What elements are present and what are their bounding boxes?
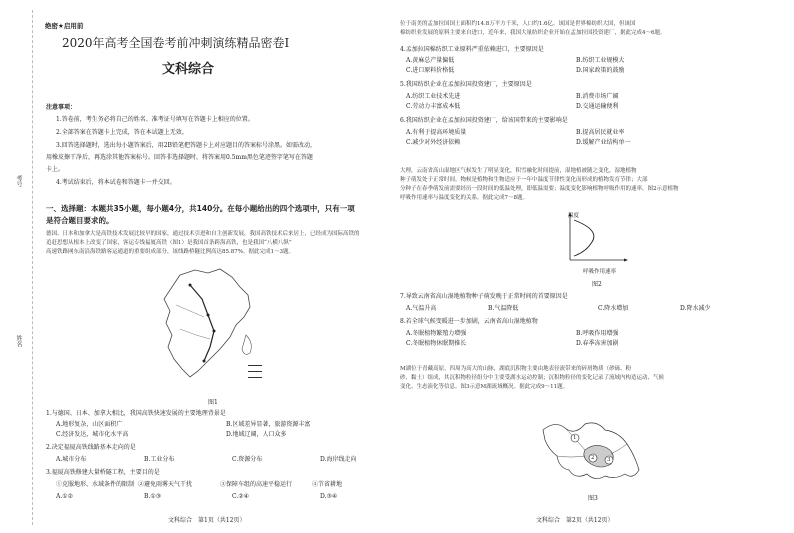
option: A.①② — [56, 493, 73, 500]
option: A.城市分布 — [56, 456, 87, 463]
option: D.春季冻害加剧 — [576, 339, 619, 347]
option: B.消费市场广阔 — [576, 93, 619, 100]
question-6: 6.我国纺织企业在孟加拉国投资建厂，给该国带来的主要影响是 — [400, 117, 568, 124]
figure-3-marker: 1 — [573, 435, 577, 441]
statement: ④节省耕地 — [312, 481, 343, 488]
question-3-options — [56, 492, 408, 502]
section-heading: 一、选择题：本题共35小题，每小题4分，共140分。在每小题给出的四个选项中，只有一项 — [46, 204, 355, 213]
question-7-options — [406, 304, 762, 314]
exam-number-label: 考号 — [15, 175, 22, 187]
name-label: 姓名 — [15, 335, 22, 347]
option: C.冬眠植物休眠期推长 — [406, 339, 467, 347]
option: A.地形复杂，山区面积广 — [56, 421, 123, 428]
option: C.进口原料价格低 — [406, 66, 455, 74]
option: D.国家政策的鼓励 — [576, 66, 625, 74]
statement: ③保障车组的高速平稳运行 — [220, 481, 293, 488]
secret-label: 绝密★启用前 — [45, 22, 84, 30]
option: C.减少对外经济依赖 — [406, 138, 461, 146]
subject-title: 文科综合 — [162, 62, 215, 77]
question-2-options — [56, 455, 408, 465]
option: B.气温降低 — [488, 305, 519, 312]
figure-3-map — [535, 410, 655, 492]
question-5-options — [406, 92, 746, 111]
option: B.纺织工业规模大 — [576, 57, 625, 64]
page-footer-right: 文科综合 第2页（共12页） — [536, 517, 614, 524]
page-footer-left: 文科综合 第1页（共12页） — [168, 517, 246, 524]
figure-2-y-label: 温度 — [568, 213, 580, 219]
statement: ②避免雨雾天气干扰 — [138, 481, 193, 488]
question-7: 7.导致云南省高山湿地植物种子萌发晚于正常时间的首要原因是 — [400, 293, 568, 300]
passage-1: 德国、日本和加拿大是高铁技术发展比较早的国家，通过技术引进和自主创新发展，我国高铁技术后来居上，已经成为国际高铁的 追赶思想从根本上改变了国家，客运专线福厦高铁（图1）是我国首条跨海高铁，也是我国“八横八纵” 高速铁路网东南沿海铁路客运通道的重要组成部分，该线路桥隧比例高达85.87%。据此完成1～3题。 — [46, 231, 360, 255]
exam-title: 2020年高考全国卷考前冲刺演练精品密卷Ⅰ — [62, 36, 290, 50]
figure-2-x-label: 呼吸作用速率 — [583, 269, 617, 275]
passage-3: M湖位于青藏高原，四周为高大的山脉，湖底沉积物主要由地表径流带来的碎屑物质（砂砾、粉 砂、黏土）组成，其沉积物粒径组分中主要受湖水运动控制；沉积物粒径的变化记录了流域内构造运动、气候 变化、生态演化等信息。图3示意M湖流域概况。据此完成9～11题。 — [400, 366, 665, 390]
figure-3-caption: 图3 — [588, 495, 598, 502]
note-item: 4.考试结束后，将本试卷和答题卡一并交回。 — [56, 179, 176, 186]
question-3: 3.福厦高铁修建大量桥隧工程，主要目的是 — [46, 469, 160, 476]
option: D.海岸线走向 — [320, 456, 357, 463]
question-3-statements — [56, 480, 394, 490]
question-1-options — [56, 420, 396, 439]
option: A.冬眠植物繁殖力增强 — [406, 330, 467, 337]
figure-3-marker: 3 — [607, 457, 611, 463]
question-2: 2.决定福厦高铁线路基本走向的是 — [46, 444, 136, 451]
notes-heading: 注意事项： — [46, 104, 77, 111]
option: A.有利于提高环境质量 — [406, 129, 467, 136]
section-heading-cont: 是符合题目要求的。 — [46, 216, 114, 225]
note-item: 2.全部答案在答题卡上完成，答在本试题上无效。 — [56, 129, 188, 136]
figure-1-caption: 图1 — [208, 399, 218, 406]
note-item: 卡上。 — [46, 166, 65, 173]
option: C.经济发达，城市化水平高 — [56, 430, 129, 438]
passage-2: 大理，云南省高山湿地区气候发生了明显变化，积雪融化时间提前，湿地植被随之变化，湿地植物 种子萌发处于正常时间。物候是植物和生物适应于一年中温度节律性变化而形成的植物发育节律；大部 分种子在春季萌发前需要经历一段时间的低温处理，即低温需要；温度变化影响植物呼吸作用的速率。图2示意植物 呼吸作用速率与温度变化的关系。据此完成7～8题。 — [400, 168, 679, 201]
note-item: 3.回答选择题时，选出每小题答案后，用2B铅笔把答题卡上对应题目的答案标号涂黑。如需改动， — [56, 142, 316, 149]
option: D.地域辽阔，人口众多 — [226, 430, 287, 438]
question-5: 5.我国纺织企业在孟加拉国投资建厂，主要原因是 — [400, 81, 532, 88]
option: D.降水减少 — [680, 305, 711, 312]
question-1: 1.与德国、日本、加拿大相比，我国高铁快速发展的主要地理背景是 — [46, 410, 226, 417]
option: C.资源分布 — [232, 456, 263, 463]
option: A.气温升高 — [406, 305, 437, 312]
option: B.呼吸作用增强 — [576, 330, 619, 337]
question-4-options — [406, 56, 746, 75]
question-8: 8.若全球气候变暖进一步加剧，云南省高山湿地植物 — [400, 318, 538, 325]
option: C.降水增加 — [598, 305, 629, 312]
option: C.②④ — [232, 493, 250, 500]
figure-1-map — [150, 265, 270, 395]
option: A.纺织工业技术先进 — [406, 93, 461, 100]
question-8-options — [406, 329, 746, 348]
option: D.③④ — [320, 493, 338, 500]
option: C.劳动力丰富成本低 — [406, 102, 461, 110]
option: B.①③ — [144, 493, 162, 500]
option: B.工业分布 — [144, 456, 175, 463]
question-4: 4.孟加拉国棉纺织工业原料严重依赖进口，主要原因是 — [400, 46, 544, 53]
figure-2-caption: 图2 — [592, 281, 602, 288]
option: A.黄麻总产量偏低 — [406, 57, 455, 64]
option: B.提高居民就业率 — [576, 129, 625, 136]
option: B.区域差异显著，旅游资源丰富 — [226, 421, 311, 428]
note-item: 用橡皮擦干净后，再选涂其他答案标号。回答非选择题时，将答案用0.5mm黑色笔迹签字笔写在答题 — [46, 154, 313, 161]
note-item: 1.答卷前，考生务必将自己的姓名、准考证号填写在答题卡上相应的位置。 — [56, 116, 254, 123]
question-6-options — [406, 128, 746, 147]
binding-line — [32, 10, 33, 525]
figure-3-marker: 2 — [591, 455, 595, 461]
statement: ①克服地形、水域条件的限制 — [56, 481, 135, 488]
option: D.缓解产业结构单一 — [576, 138, 631, 146]
intro-paragraph: 位于南美的孟加拉国国土面积约14.8万平方千米，人口约1.6亿。该国是世界棉纺织大国，但该国 棉纺织业发展的原料主要来自进口，近年来，我国大量纺织企业开始在孟加拉国投资建厂，据此完成4～6题。 — [400, 21, 666, 36]
option: D.交通运输便利 — [576, 102, 619, 110]
